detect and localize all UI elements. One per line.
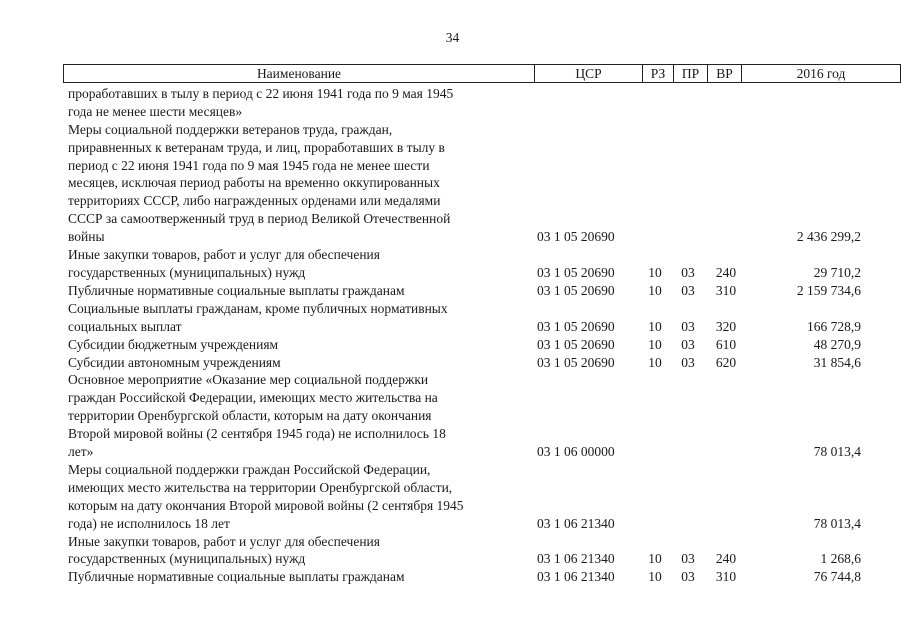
row-amount: 78 013,4 bbox=[813, 515, 861, 531]
row-amount: 166 728,9 bbox=[807, 318, 861, 334]
table-row bbox=[0, 568, 905, 586]
row-name-line: граждан Российской Федерации, имеющих место жительства на bbox=[68, 390, 438, 406]
row-name-line: Второй мировой войны (2 сентября 1945 года) не исполнилось 18 bbox=[68, 426, 446, 442]
table-row bbox=[0, 85, 905, 121]
row-csr: 03 1 06 21340 bbox=[537, 515, 615, 531]
table-header bbox=[63, 64, 901, 83]
row-name-line: Основное мероприятие «Оказание мер социальной поддержки bbox=[68, 372, 429, 388]
row-pr: 03 bbox=[681, 569, 695, 585]
header-pr: ПР bbox=[681, 66, 700, 81]
table-row bbox=[0, 121, 905, 246]
row-amount: 2 436 299,2 bbox=[796, 229, 861, 245]
table-row bbox=[0, 246, 905, 282]
row-name-line: государственных (муниципальных) нужд bbox=[68, 551, 306, 567]
row-name bbox=[68, 336, 530, 354]
row-amount: 1 268,6 bbox=[820, 551, 861, 567]
table-row bbox=[0, 282, 905, 300]
row-csr: 03 1 06 00000 bbox=[537, 443, 615, 459]
row-rz: 10 bbox=[648, 551, 662, 567]
row-name-line: социальных выплат bbox=[68, 318, 182, 334]
row-name bbox=[68, 246, 530, 282]
header-name: Наименование bbox=[256, 66, 342, 81]
row-name-line: СССР за самоотверженный труд в период Великой Отечественной bbox=[68, 211, 451, 227]
row-name-line: Субсидии автономным учреждениям bbox=[68, 354, 281, 370]
row-amount: 76 744,8 bbox=[813, 569, 861, 585]
row-vr: 240 bbox=[715, 551, 737, 567]
row-rz: 10 bbox=[648, 569, 662, 585]
row-name-line: имеющих место жительства на территории Оренбургской области, bbox=[68, 479, 453, 495]
header-csr: ЦСР bbox=[575, 66, 602, 81]
row-vr: 310 bbox=[715, 282, 737, 298]
row-name-line: Иные закупки товаров, работ и услуг для обеспечения bbox=[68, 533, 380, 549]
row-csr: 03 1 05 20690 bbox=[537, 229, 615, 245]
row-csr: 03 1 05 20690 bbox=[537, 264, 615, 280]
row-name-line: месяцев, исключая период работы на временно оккупированных bbox=[68, 175, 440, 191]
row-name bbox=[68, 300, 530, 336]
row-csr: 03 1 05 20690 bbox=[537, 354, 615, 370]
header-rz: РЗ bbox=[650, 66, 666, 81]
row-csr: 03 1 05 20690 bbox=[537, 336, 615, 352]
row-csr: 03 1 05 20690 bbox=[537, 282, 615, 298]
row-name bbox=[68, 461, 530, 533]
row-vr: 610 bbox=[715, 336, 737, 352]
row-vr: 310 bbox=[715, 569, 737, 585]
row-name-line: войны bbox=[68, 229, 105, 245]
row-amount: 78 013,4 bbox=[813, 443, 861, 459]
row-name-line: приравненных к ветеранам труда, и лиц, проработавших в тылу в bbox=[68, 139, 445, 155]
row-csr: 03 1 06 21340 bbox=[537, 551, 615, 567]
row-pr: 03 bbox=[681, 282, 695, 298]
row-pr: 03 bbox=[681, 354, 695, 370]
row-vr: 320 bbox=[715, 318, 737, 334]
table-row bbox=[0, 371, 905, 461]
row-rz: 10 bbox=[648, 354, 662, 370]
row-csr: 03 1 05 20690 bbox=[537, 318, 615, 334]
row-name-line: года) не исполнилось 18 лет bbox=[68, 515, 230, 531]
row-name-line: территориях СССР, либо награжденных орденами или медалями bbox=[68, 193, 441, 209]
row-name-line: Социальные выплаты гражданам, кроме публичных нормативных bbox=[68, 300, 448, 316]
row-rz: 10 bbox=[648, 282, 662, 298]
row-name bbox=[68, 121, 530, 246]
row-amount: 29 710,2 bbox=[813, 264, 861, 280]
table-row bbox=[0, 300, 905, 336]
row-name-line: которым на дату окончания Второй мировой войны (2 сентября 1945 bbox=[68, 497, 464, 513]
row-pr: 03 bbox=[681, 336, 695, 352]
row-rz: 10 bbox=[648, 264, 662, 280]
row-amount: 31 854,6 bbox=[813, 354, 861, 370]
row-rz: 10 bbox=[648, 336, 662, 352]
row-name bbox=[68, 371, 530, 460]
row-name bbox=[68, 354, 530, 372]
row-name bbox=[68, 568, 530, 586]
row-vr: 620 bbox=[715, 354, 737, 370]
table-row bbox=[0, 533, 905, 569]
table-row bbox=[0, 336, 905, 354]
row-name-line: года не менее шести месяцев» bbox=[68, 103, 243, 119]
header-vr: ВР bbox=[716, 66, 733, 81]
page-number: 34 bbox=[445, 30, 460, 45]
row-name-line: Публичные нормативные социальные выплаты гражданам bbox=[68, 569, 405, 585]
table-row bbox=[0, 354, 905, 372]
row-rz: 10 bbox=[648, 318, 662, 334]
row-name-line: территории Оренбургской области, которым на дату окончания bbox=[68, 408, 432, 424]
row-name bbox=[68, 282, 530, 300]
header-year: 2016 год bbox=[796, 66, 846, 81]
table-row bbox=[0, 461, 905, 533]
row-name-line: Публичные нормативные социальные выплаты гражданам bbox=[68, 282, 405, 298]
row-name-line: период с 22 июня 1941 года по 9 мая 1945 года не менее шести bbox=[68, 157, 430, 173]
row-name bbox=[68, 85, 530, 121]
row-name-line: Меры социальной поддержки граждан Российской Федерации, bbox=[68, 461, 431, 477]
row-name-line: Субсидии бюджетным учреждениям bbox=[68, 336, 279, 352]
row-name-line: Иные закупки товаров, работ и услуг для обеспечения bbox=[68, 247, 380, 263]
row-pr: 03 bbox=[681, 551, 695, 567]
row-pr: 03 bbox=[681, 264, 695, 280]
row-name-line: государственных (муниципальных) нужд bbox=[68, 264, 306, 280]
row-pr: 03 bbox=[681, 318, 695, 334]
row-name bbox=[68, 533, 530, 569]
row-name-line: лет» bbox=[68, 443, 94, 459]
row-name-line: проработавших в тылу в период с 22 июня 1941 года по 9 мая 1945 bbox=[68, 86, 454, 101]
row-csr: 03 1 06 21340 bbox=[537, 569, 615, 585]
row-amount: 2 159 734,6 bbox=[796, 282, 861, 298]
row-vr: 240 bbox=[715, 264, 737, 280]
row-name-line: Меры социальной поддержки ветеранов труда, граждан, bbox=[68, 121, 393, 137]
row-amount: 48 270,9 bbox=[813, 336, 861, 352]
